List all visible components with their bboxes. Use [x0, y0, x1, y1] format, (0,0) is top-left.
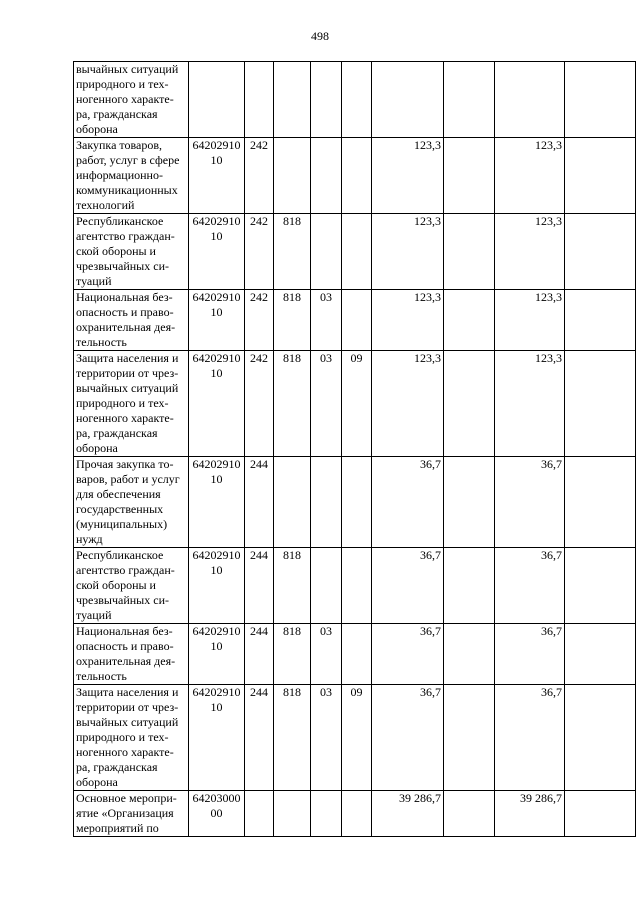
- cell-amount-4: [565, 548, 636, 624]
- cell-expense-type: [245, 62, 274, 138]
- cell-amount-3: 123,3: [495, 214, 565, 290]
- cell-amount-3: 36,7: [495, 624, 565, 685]
- cell-name: Защита населения и территории от чрез-вычайных ситуаций природного и тех-ногенного характе-ра, гражданская оборона: [74, 685, 189, 791]
- cell-section: [311, 138, 342, 214]
- cell-amount-4: [565, 138, 636, 214]
- cell-amount-4: [565, 62, 636, 138]
- cell-amount-3: 39 286,7: [495, 791, 565, 837]
- cell-subsection: [342, 548, 372, 624]
- table-row: [74, 62, 636, 138]
- cell-target-article: 64203000 00: [189, 791, 245, 837]
- cell-grbs: [274, 62, 311, 138]
- cell-grbs: [274, 457, 311, 548]
- cell-amount-4: [565, 624, 636, 685]
- cell-amount-2: [444, 685, 495, 791]
- cell-amount-2: [444, 351, 495, 457]
- cell-amount-2: [444, 214, 495, 290]
- cell-name: Национальная без-опасность и право-охранительная дея-тельность: [74, 290, 189, 351]
- cell-section: 03: [311, 351, 342, 457]
- cell-target-article: [189, 62, 245, 138]
- table-row: [74, 457, 636, 548]
- cell-expense-type: 242: [245, 351, 274, 457]
- cell-amount-1: 36,7: [372, 548, 444, 624]
- cell-amount-2: [444, 62, 495, 138]
- cell-amount-4: [565, 457, 636, 548]
- cell-name: Республиканское агентство граждан-ской обороны и чрезвычайных си-туаций: [74, 548, 189, 624]
- cell-target-article: 64202910 10: [189, 685, 245, 791]
- cell-expense-type: 244: [245, 685, 274, 791]
- cell-amount-4: [565, 290, 636, 351]
- cell-amount-4: [565, 214, 636, 290]
- cell-section: [311, 457, 342, 548]
- cell-amount-3: 123,3: [495, 290, 565, 351]
- cell-grbs: [274, 138, 311, 214]
- cell-amount-1: 123,3: [372, 290, 444, 351]
- cell-grbs: 818: [274, 624, 311, 685]
- cell-grbs: 818: [274, 548, 311, 624]
- cell-amount-4: [565, 791, 636, 837]
- cell-name: Республиканское агентство граждан-ской обороны и чрезвычайных си-туаций: [74, 214, 189, 290]
- cell-amount-1: 36,7: [372, 457, 444, 548]
- cell-section: 03: [311, 624, 342, 685]
- cell-grbs: 818: [274, 290, 311, 351]
- cell-amount-3: 36,7: [495, 457, 565, 548]
- cell-subsection: [342, 290, 372, 351]
- cell-amount-2: [444, 457, 495, 548]
- cell-expense-type: [245, 791, 274, 837]
- cell-amount-1: 36,7: [372, 685, 444, 791]
- cell-amount-3: 123,3: [495, 138, 565, 214]
- cell-name: Защита населения и территории от чрез-вычайных ситуаций природного и тех-ногенного характе-ра, гражданская оборона: [74, 351, 189, 457]
- cell-amount-2: [444, 290, 495, 351]
- cell-section: 03: [311, 290, 342, 351]
- cell-section: [311, 62, 342, 138]
- cell-target-article: 64202910 10: [189, 457, 245, 548]
- cell-expense-type: 242: [245, 138, 274, 214]
- budget-table: [73, 61, 636, 837]
- cell-expense-type: 242: [245, 290, 274, 351]
- cell-target-article: 64202910 10: [189, 214, 245, 290]
- cell-subsection: [342, 791, 372, 837]
- cell-subsection: [342, 138, 372, 214]
- cell-amount-3: 123,3: [495, 351, 565, 457]
- cell-subsection: [342, 457, 372, 548]
- table-row: [74, 624, 636, 685]
- cell-amount-1: 123,3: [372, 351, 444, 457]
- table-row: [74, 791, 636, 837]
- cell-amount-2: [444, 624, 495, 685]
- cell-name: Прочая закупка то-варов, работ и услуг для обеспечения государственных (муниципальных) нужд: [74, 457, 189, 548]
- table-row: [74, 685, 636, 791]
- cell-amount-4: [565, 351, 636, 457]
- cell-amount-2: [444, 138, 495, 214]
- cell-amount-2: [444, 548, 495, 624]
- table-row: [74, 138, 636, 214]
- cell-target-article: 64202910 10: [189, 548, 245, 624]
- cell-target-article: 64202910 10: [189, 624, 245, 685]
- cell-subsection: 09: [342, 685, 372, 791]
- cell-section: 03: [311, 685, 342, 791]
- cell-subsection: 09: [342, 351, 372, 457]
- cell-subsection: [342, 62, 372, 138]
- cell-subsection: [342, 214, 372, 290]
- cell-target-article: 64202910 10: [189, 138, 245, 214]
- cell-amount-1: 123,3: [372, 138, 444, 214]
- cell-grbs: 818: [274, 685, 311, 791]
- cell-name: Национальная без-опасность и право-охранительная дея-тельность: [74, 624, 189, 685]
- cell-section: [311, 214, 342, 290]
- table-row: [74, 548, 636, 624]
- cell-amount-3: [495, 62, 565, 138]
- cell-amount-3: 36,7: [495, 685, 565, 791]
- cell-grbs: 818: [274, 214, 311, 290]
- cell-expense-type: 244: [245, 457, 274, 548]
- cell-expense-type: 244: [245, 624, 274, 685]
- cell-amount-4: [565, 685, 636, 791]
- cell-amount-1: 36,7: [372, 624, 444, 685]
- table-body: [74, 62, 636, 837]
- cell-section: [311, 791, 342, 837]
- cell-grbs: [274, 791, 311, 837]
- cell-name: Основное меропри-ятие «Организация мероприятий по: [74, 791, 189, 837]
- cell-amount-1: 39 286,7: [372, 791, 444, 837]
- table-row: [74, 214, 636, 290]
- cell-name: вычайных ситуаций природного и тех-ногенного характе-ра, гражданская оборона: [74, 62, 189, 138]
- cell-name: Закупка товаров, работ, услуг в сфере информационно-коммуникационных технологий: [74, 138, 189, 214]
- cell-expense-type: 244: [245, 548, 274, 624]
- cell-subsection: [342, 624, 372, 685]
- page-number: 498: [311, 29, 329, 43]
- cell-target-article: 64202910 10: [189, 351, 245, 457]
- cell-amount-2: [444, 791, 495, 837]
- cell-section: [311, 548, 342, 624]
- cell-amount-1: 123,3: [372, 214, 444, 290]
- cell-target-article: 64202910 10: [189, 290, 245, 351]
- cell-grbs: 818: [274, 351, 311, 457]
- table-row: [74, 290, 636, 351]
- cell-expense-type: 242: [245, 214, 274, 290]
- cell-amount-1: [372, 62, 444, 138]
- table-row: [74, 351, 636, 457]
- cell-amount-3: 36,7: [495, 548, 565, 624]
